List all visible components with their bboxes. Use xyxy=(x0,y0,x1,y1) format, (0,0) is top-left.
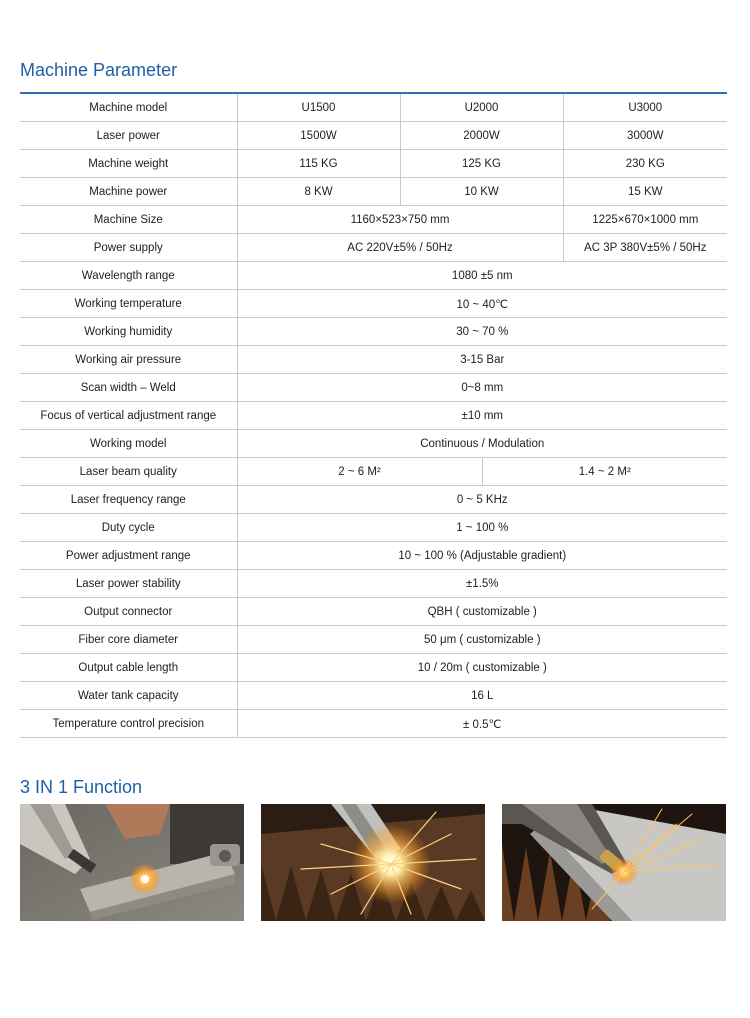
value-cell: 3000W xyxy=(563,122,727,150)
value-cell: ±1.5% xyxy=(237,570,727,598)
value-cell: 2 ~ 6 M² xyxy=(237,458,482,486)
value-cell: 1080 ±5 nm xyxy=(237,262,727,290)
value-cell: 16 L xyxy=(237,682,727,710)
table-row xyxy=(20,654,727,682)
row-label: Laser beam quality xyxy=(20,458,237,486)
value-cell: 230 KG xyxy=(563,150,727,178)
value-cell: ± 0.5℃ xyxy=(237,710,727,738)
table-row xyxy=(20,570,727,598)
value-cell: 2000W xyxy=(400,122,563,150)
table-row xyxy=(20,682,727,710)
value-cell: 10 KW xyxy=(400,178,563,206)
table-row xyxy=(20,598,727,626)
row-label: Wavelength range xyxy=(20,262,237,290)
function-photos xyxy=(20,804,727,921)
row-label: Working air pressure xyxy=(20,346,237,374)
row-label: Fiber core diameter xyxy=(20,626,237,654)
value-cell: 15 KW xyxy=(563,178,727,206)
row-label: Power adjustment range xyxy=(20,542,237,570)
row-label: Machine model xyxy=(20,94,237,122)
value-cell: 10 / 20m ( customizable ) xyxy=(237,654,727,682)
table-row xyxy=(20,542,727,570)
value-cell: AC 220V±5% / 50Hz xyxy=(237,234,563,262)
row-label: Water tank capacity xyxy=(20,682,237,710)
model-u1500: U1500 xyxy=(237,94,400,122)
table-row xyxy=(20,458,727,486)
value-cell: 1.4 ~ 2 M² xyxy=(482,458,727,486)
value-cell: 1 ~ 100 % xyxy=(237,514,727,542)
row-label: Machine power xyxy=(20,178,237,206)
machine-parameter-title: Machine Parameter xyxy=(20,60,178,80)
table-row xyxy=(20,486,727,514)
value-cell: Continuous / Modulation xyxy=(237,430,727,458)
table-row xyxy=(20,94,727,122)
table-row xyxy=(20,234,727,262)
row-label: Working humidity xyxy=(20,318,237,346)
value-cell: 1225×670×1000 mm xyxy=(563,206,727,234)
value-cell: 8 KW xyxy=(237,178,400,206)
table-row xyxy=(20,206,727,234)
row-label: Output connector xyxy=(20,598,237,626)
model-u2000: U2000 xyxy=(400,94,563,122)
value-cell: 3-15 Bar xyxy=(237,346,727,374)
value-cell: 115 KG xyxy=(237,150,400,178)
row-label: Duty cycle xyxy=(20,514,237,542)
table-row xyxy=(20,402,727,430)
row-label: Laser power xyxy=(20,122,237,150)
row-label: Output cable length xyxy=(20,654,237,682)
table-row xyxy=(20,430,727,458)
row-label: Laser frequency range xyxy=(20,486,237,514)
row-label: Machine weight xyxy=(20,150,237,178)
cleaning-photo xyxy=(502,804,726,921)
row-label: Machine Size xyxy=(20,206,237,234)
row-label: Working model xyxy=(20,430,237,458)
welding-photo xyxy=(20,804,244,921)
table-row xyxy=(20,262,727,290)
value-cell: 10 ~ 40℃ xyxy=(237,290,727,318)
value-cell: 30 ~ 70 % xyxy=(237,318,727,346)
value-cell: AC 3P 380V±5% / 50Hz xyxy=(563,234,727,262)
value-cell: 10 ~ 100 % (Adjustable gradient) xyxy=(237,542,727,570)
table-row xyxy=(20,122,727,150)
value-cell: 1500W xyxy=(237,122,400,150)
table-row xyxy=(20,346,727,374)
row-label: Focus of vertical adjustment range xyxy=(20,402,237,430)
row-label: Power supply xyxy=(20,234,237,262)
row-label: Scan width – Weld xyxy=(20,374,237,402)
table-row xyxy=(20,150,727,178)
value-cell: 1160×523×750 mm xyxy=(237,206,563,234)
table-row xyxy=(20,178,727,206)
value-cell: ±10 mm xyxy=(237,402,727,430)
row-label: Temperature control precision xyxy=(20,710,237,738)
parameter-table xyxy=(20,94,727,738)
table-row xyxy=(20,626,727,654)
table-row xyxy=(20,374,727,402)
table-row xyxy=(20,318,727,346)
table-row xyxy=(20,290,727,318)
value-cell: 0 ~ 5 KHz xyxy=(237,486,727,514)
value-cell: 50 μm ( customizable ) xyxy=(237,626,727,654)
cutting-photo xyxy=(261,804,485,921)
model-u3000: U3000 xyxy=(563,94,727,122)
table-row xyxy=(20,514,727,542)
row-label: Working temperature xyxy=(20,290,237,318)
value-cell: 125 KG xyxy=(400,150,563,178)
table-row xyxy=(20,710,727,738)
value-cell: QBH ( customizable ) xyxy=(237,598,727,626)
value-cell: 0~8 mm xyxy=(237,374,727,402)
three-in-one-function-title: 3 IN 1 Function xyxy=(20,777,143,797)
row-label: Laser power stability xyxy=(20,570,237,598)
